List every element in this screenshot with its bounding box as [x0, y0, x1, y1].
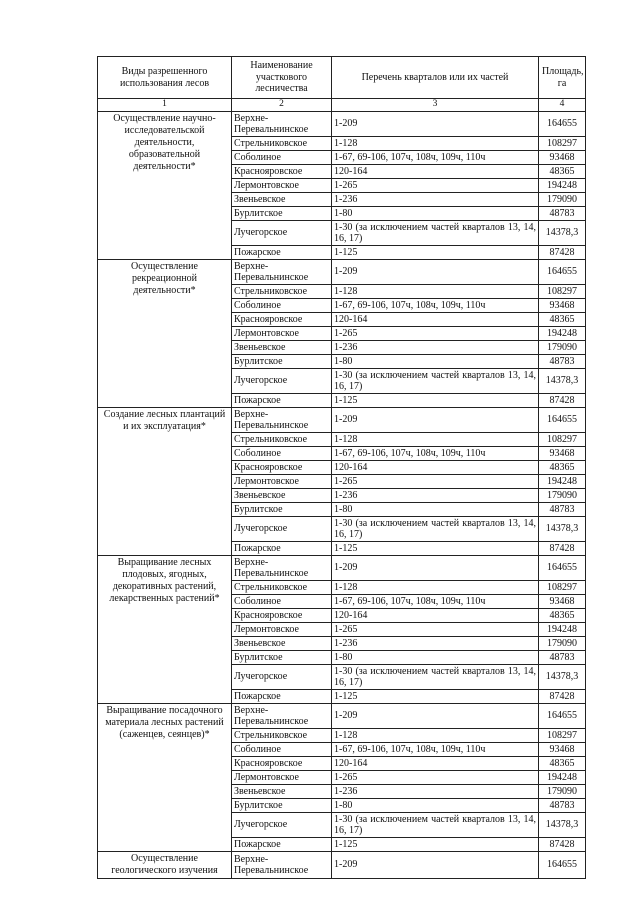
- quarters-cell: 120-164: [332, 757, 539, 771]
- forestry-cell: Верхне-Перевальнинское: [232, 852, 332, 879]
- table-row: [98, 112, 586, 137]
- forestry-cell: Верхне-Перевальнинское: [232, 408, 332, 433]
- forestry-cell: Пожарское: [232, 690, 332, 704]
- forestry-cell: Краснояровское: [232, 165, 332, 179]
- area-cell: 48365: [539, 609, 586, 623]
- area-cell: 48365: [539, 461, 586, 475]
- quarters-cell: 1-265: [332, 327, 539, 341]
- forestry-cell: Бурлитское: [232, 799, 332, 813]
- column-number-row: [98, 99, 586, 112]
- area-cell: 87428: [539, 394, 586, 408]
- column-number: 2: [232, 99, 332, 112]
- table-body: [98, 99, 586, 879]
- use-type-cell: Осуществление рекреационной деятельности*: [98, 260, 232, 408]
- quarters-cell: 1-236: [332, 637, 539, 651]
- area-cell: 164655: [539, 260, 586, 285]
- forestry-cell: Лучегорское: [232, 369, 332, 394]
- quarters-cell: 120-164: [332, 165, 539, 179]
- quarters-cell: 1-236: [332, 193, 539, 207]
- forestry-cell: Краснояровское: [232, 313, 332, 327]
- quarters-cell: 1-80: [332, 651, 539, 665]
- forestry-cell: Звеньевское: [232, 341, 332, 355]
- header-quarters: Перечень кварталов или их частей: [332, 57, 539, 99]
- area-cell: 87428: [539, 838, 586, 852]
- area-cell: 194248: [539, 179, 586, 193]
- area-cell: 14378,3: [539, 665, 586, 690]
- quarters-cell: 1-80: [332, 355, 539, 369]
- forestry-cell: Лучегорское: [232, 221, 332, 246]
- area-cell: 194248: [539, 327, 586, 341]
- area-cell: 14378,3: [539, 813, 586, 838]
- area-cell: 87428: [539, 690, 586, 704]
- forestry-cell: Бурлитское: [232, 207, 332, 221]
- area-cell: 179090: [539, 341, 586, 355]
- area-cell: 93468: [539, 447, 586, 461]
- area-cell: 14378,3: [539, 221, 586, 246]
- quarters-cell: 1-30 (за исключением частей кварталов 13, 14, 16, 17): [332, 517, 539, 542]
- quarters-cell: 1-67, 69-106, 107ч, 108ч, 109ч, 110ч: [332, 595, 539, 609]
- forestry-cell: Верхне-Перевальнинское: [232, 704, 332, 729]
- header-forestry: Наименование участкового лесничества: [232, 57, 332, 99]
- forestry-cell: Пожарское: [232, 542, 332, 556]
- quarters-cell: 1-67, 69-106, 107ч, 108ч, 109ч, 110ч: [332, 743, 539, 757]
- area-cell: 48783: [539, 355, 586, 369]
- quarters-cell: 1-80: [332, 799, 539, 813]
- quarters-cell: 120-164: [332, 461, 539, 475]
- quarters-cell: 1-125: [332, 838, 539, 852]
- forestry-cell: Звеньевское: [232, 785, 332, 799]
- forestry-cell: Пожарское: [232, 838, 332, 852]
- area-cell: 194248: [539, 771, 586, 785]
- area-cell: 87428: [539, 542, 586, 556]
- area-cell: 48783: [539, 503, 586, 517]
- forestry-cell: Соболиное: [232, 151, 332, 165]
- forestry-cell: Краснояровское: [232, 461, 332, 475]
- forestry-cell: Пожарское: [232, 394, 332, 408]
- quarters-cell: 1-209: [332, 704, 539, 729]
- forestry-cell: Соболиное: [232, 447, 332, 461]
- area-cell: 164655: [539, 704, 586, 729]
- quarters-cell: 1-265: [332, 771, 539, 785]
- quarters-cell: 1-209: [332, 112, 539, 137]
- area-cell: 48783: [539, 651, 586, 665]
- area-cell: 48365: [539, 757, 586, 771]
- forestry-cell: Лучегорское: [232, 813, 332, 838]
- table-row: [98, 260, 586, 285]
- forestry-cell: Соболиное: [232, 743, 332, 757]
- quarters-cell: 1-67, 69-106, 107ч, 108ч, 109ч, 110ч: [332, 151, 539, 165]
- quarters-cell: 120-164: [332, 609, 539, 623]
- quarters-cell: 1-125: [332, 246, 539, 260]
- forestry-cell: Бурлитское: [232, 355, 332, 369]
- area-cell: 164655: [539, 852, 586, 879]
- quarters-cell: 1-128: [332, 137, 539, 151]
- use-type-cell: Создание лесных плантаций и их эксплуатация*: [98, 408, 232, 556]
- forestry-cell: Стрельниковское: [232, 729, 332, 743]
- forestry-cell: Краснояровское: [232, 757, 332, 771]
- quarters-cell: 1-128: [332, 729, 539, 743]
- quarters-cell: 1-30 (за исключением частей кварталов 13, 14, 16, 17): [332, 221, 539, 246]
- forestry-cell: Соболиное: [232, 595, 332, 609]
- forestry-cell: Лермонтовское: [232, 771, 332, 785]
- quarters-cell: 1-209: [332, 408, 539, 433]
- forestry-cell: Лермонтовское: [232, 623, 332, 637]
- quarters-cell: 1-236: [332, 489, 539, 503]
- area-cell: 164655: [539, 556, 586, 581]
- header-area: Площадь, га: [539, 57, 586, 99]
- use-type-cell: Осуществление геологического изучения: [98, 852, 232, 879]
- quarters-cell: 120-164: [332, 313, 539, 327]
- forestry-cell: Звеньевское: [232, 637, 332, 651]
- area-cell: 164655: [539, 112, 586, 137]
- quarters-cell: 1-125: [332, 394, 539, 408]
- forestry-cell: Лермонтовское: [232, 179, 332, 193]
- area-cell: 93468: [539, 151, 586, 165]
- quarters-cell: 1-67, 69-106, 107ч, 108ч, 109ч, 110ч: [332, 299, 539, 313]
- header-row: [98, 57, 586, 99]
- area-cell: 108297: [539, 285, 586, 299]
- area-cell: 48365: [539, 165, 586, 179]
- area-cell: 179090: [539, 785, 586, 799]
- quarters-cell: 1-209: [332, 852, 539, 879]
- quarters-cell: 1-265: [332, 623, 539, 637]
- area-cell: 194248: [539, 475, 586, 489]
- quarters-cell: 1-128: [332, 285, 539, 299]
- forestry-cell: Соболиное: [232, 299, 332, 313]
- area-cell: 14378,3: [539, 517, 586, 542]
- quarters-cell: 1-67, 69-106, 107ч, 108ч, 109ч, 110ч: [332, 447, 539, 461]
- forestry-cell: Бурлитское: [232, 651, 332, 665]
- area-cell: 108297: [539, 137, 586, 151]
- column-number: 3: [332, 99, 539, 112]
- forestry-cell: Стрельниковское: [232, 433, 332, 447]
- quarters-cell: 1-30 (за исключением частей кварталов 13, 14, 16, 17): [332, 813, 539, 838]
- area-cell: 87428: [539, 246, 586, 260]
- quarters-cell: 1-265: [332, 179, 539, 193]
- quarters-cell: 1-265: [332, 475, 539, 489]
- header-use-type: Виды разрешенного использования лесов: [98, 57, 232, 99]
- forestry-cell: Лермонтовское: [232, 327, 332, 341]
- table-row: [98, 556, 586, 581]
- forestry-cell: Лучегорское: [232, 517, 332, 542]
- use-type-cell: Выращивание посадочного материала лесных растений (саженцев, сеянцев)*: [98, 704, 232, 852]
- forestry-cell: Лермонтовское: [232, 475, 332, 489]
- area-cell: 108297: [539, 433, 586, 447]
- forestry-cell: Стрельниковское: [232, 581, 332, 595]
- forestry-cell: Звеньевское: [232, 193, 332, 207]
- quarters-cell: 1-236: [332, 341, 539, 355]
- quarters-cell: 1-80: [332, 503, 539, 517]
- area-cell: 108297: [539, 581, 586, 595]
- area-cell: 93468: [539, 743, 586, 757]
- forestry-cell: Звеньевское: [232, 489, 332, 503]
- quarters-cell: 1-80: [332, 207, 539, 221]
- quarters-cell: 1-30 (за исключением частей кварталов 13, 14, 16, 17): [332, 665, 539, 690]
- area-cell: 164655: [539, 408, 586, 433]
- forestry-cell: Бурлитское: [232, 503, 332, 517]
- area-cell: 108297: [539, 729, 586, 743]
- quarters-cell: 1-236: [332, 785, 539, 799]
- quarters-cell: 1-125: [332, 690, 539, 704]
- table-row: [98, 408, 586, 433]
- forestry-cell: Верхне-Перевальнинское: [232, 260, 332, 285]
- forest-use-table: [97, 56, 586, 879]
- use-type-cell: Осуществление научно-исследовательской деятельности, образовательной деятельности*: [98, 112, 232, 260]
- area-cell: 14378,3: [539, 369, 586, 394]
- forestry-cell: Верхне-Перевальнинское: [232, 556, 332, 581]
- area-cell: 179090: [539, 193, 586, 207]
- forestry-cell: Лучегорское: [232, 665, 332, 690]
- column-number: 1: [98, 99, 232, 112]
- area-cell: 179090: [539, 637, 586, 651]
- area-cell: 93468: [539, 299, 586, 313]
- quarters-cell: 1-30 (за исключением частей кварталов 13, 14, 16, 17): [332, 369, 539, 394]
- quarters-cell: 1-128: [332, 581, 539, 595]
- quarters-cell: 1-209: [332, 260, 539, 285]
- area-cell: 179090: [539, 489, 586, 503]
- area-cell: 93468: [539, 595, 586, 609]
- forestry-cell: Стрельниковское: [232, 285, 332, 299]
- area-cell: 194248: [539, 623, 586, 637]
- area-cell: 48783: [539, 207, 586, 221]
- quarters-cell: 1-128: [332, 433, 539, 447]
- forestry-cell: Краснояровское: [232, 609, 332, 623]
- table-row: [98, 704, 586, 729]
- forestry-cell: Верхне-Перевальнинское: [232, 112, 332, 137]
- area-cell: 48783: [539, 799, 586, 813]
- table-row: [98, 852, 586, 879]
- quarters-cell: 1-209: [332, 556, 539, 581]
- forestry-cell: Пожарское: [232, 246, 332, 260]
- quarters-cell: 1-125: [332, 542, 539, 556]
- area-cell: 48365: [539, 313, 586, 327]
- use-type-cell: Выращивание лесных плодовых, ягодных, декоративных растений, лекарственных растений*: [98, 556, 232, 704]
- column-number: 4: [539, 99, 586, 112]
- forestry-cell: Стрельниковское: [232, 137, 332, 151]
